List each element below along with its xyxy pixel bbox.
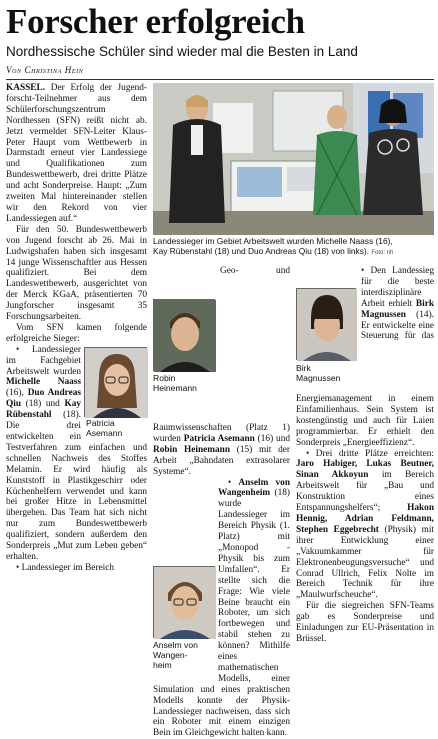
col1-p4-c: (18) und <box>21 399 65 410</box>
portrait-3-caption <box>153 640 215 671</box>
name-michelle: Michelle Naass <box>6 377 81 388</box>
portrait-4-caption-line2: Magnussen <box>296 373 341 384</box>
portrait-robin <box>153 299 215 371</box>
portrait-boy-glasses-icon <box>154 567 216 639</box>
name-duo: Duo Andreas Qiu <box>6 388 81 410</box>
name-patricia: Patricia Asemann <box>183 433 255 444</box>
article-subheadline: Nordhessische Schüler sind wieder mal die Besten in Land <box>6 44 358 59</box>
col3-paragraph-2 <box>296 449 434 602</box>
portrait-2-caption <box>153 373 217 394</box>
photo-credit: Foto: nh <box>371 250 394 256</box>
portrait-patricia <box>84 347 147 417</box>
col1-paragraph-3: Vom SFN kamen folgende erfolgreiche Sieger: <box>6 322 147 344</box>
col1-paragraph-5: • Landessieger im Bereich <box>16 562 114 573</box>
portrait-3-wrap <box>153 566 215 678</box>
portrait-boy-icon <box>154 300 216 372</box>
name-kay: Kay Rübenstahl <box>6 399 81 421</box>
col1-p4-d: (18). Die drei entwickelten ein Testverfahren zum einfachen und schnellen Nachweis des Stoffes Melamin. Er wird häufig als Kunststoff in Plastikgeschirr oder Küchenhelfern verwendet und kann bei großer Hitze in Lebensmittel übergehen. Das Team hat sich nicht nur zum Bundeswettbewerb qualifiziert, sondern außerdem den Sonderpreis „Mut zum Leben geben“ erhalten. <box>6 410 147 562</box>
portrait-3-caption-line3: heim <box>153 660 172 671</box>
col2-p2-b: (18) wurde Landessieger im Bereich Physik (1. Platz) mit „Monopod - Physik bis zum Umfallen“. Er stellte sich die Frage: Wie viele Beine braucht ein Roboter, um sich fortbewegen und stabil stehen zu können? Mithilfe eines mathematischen Modells, einer Simulation und eines praktischen Modells konnte der Physik-Landessieger nachweisen, dass sich ein Roboter mit einem einzigen Bein im Gleichgewicht halten kann. <box>153 488 290 739</box>
col1-p4-a: • Landessieger im Fachgebiet Arbeitswelt wurden <box>6 344 81 377</box>
header-rule <box>6 79 434 80</box>
article-byline: Von Christina Hein <box>6 65 84 75</box>
name-birk: Birk Magnussen <box>361 298 434 320</box>
portrait-3-caption-line1: Anselm von <box>153 639 198 650</box>
dateline: KASSEL. <box>6 83 46 93</box>
portrait-1-caption <box>86 418 147 439</box>
portrait-2-caption-line1: Robin <box>153 373 176 383</box>
portrait-1-caption-line2: Asemann <box>86 428 123 439</box>
col3-p2-a: • Drei dritte Plätze erreichten: <box>306 448 434 459</box>
photo-caption-line2 <box>153 246 434 258</box>
col3-paragraph-3: Für die siegreichen SFN-Teams gab es Sonderpreise und Einladungen zur EU-Präsentation in Brüssel. <box>296 601 434 644</box>
col3-p1-a: • Den Landessieg für die beste interdisziplinäre Arbeit erhielt <box>361 266 434 309</box>
article-column-1 <box>6 83 147 619</box>
col1-paragraph-2: Für den 50. Bundeswettbewerb von Jugend forscht ab 26. Mai in Ludwigshafen haben sich insgesamt 14 junge Wissenschaftler aus Hessen qualifiziert. Bei dem Landeswettbewerb, ausgerichtet von der Merck KGaA, präsentierten 70 Jungforscher insgesamt 35 Forschungsarbeiten. <box>6 224 147 323</box>
portrait-2-caption-line2: Heinemann <box>153 383 197 394</box>
portrait-4-wrap <box>296 288 358 392</box>
col2-p1-b: (16) und <box>254 433 290 444</box>
photo-caption-line2-text: Kay Rübenstahl (18) und Duo Andreas Qiu (18) von links). <box>153 246 370 256</box>
photo-caption-line1: Landessieger im Gebiet Arbeitswelt wurden Michelle Naass (16), <box>153 236 393 246</box>
names-team-arbeitswelt: Jaro Habiger, Lukas Beutner, Sinan Akkoyun <box>296 459 434 481</box>
col1-p4-b: (16), <box>6 388 28 399</box>
article-column-3 <box>296 266 434 644</box>
col3-p2-c: (Physik) mit ihrer Entwicklung einer „Vakuumkammer für Elektronenbeugungsversuche“ und Conrad Ullrich, Felix Nolte im Bereich Technik für ihre „Maulwurfscheuche“. <box>296 524 434 601</box>
col3-p2-b: im Bereich Arbeitswelt für „Bau und Konstruktion eines Entspannungshelfers“; <box>296 470 434 514</box>
names-team-physik: Hakon Hennig, Adrian Feldmann, Stephen Eggebrecht <box>296 503 434 535</box>
portrait-boy-dark-icon <box>297 289 357 361</box>
main-photo <box>153 83 434 235</box>
lab-scene-image <box>153 83 434 235</box>
name-anselm: Anselm von Wangenheim <box>218 477 290 499</box>
photo-caption <box>153 236 434 258</box>
portrait-4-caption <box>296 363 358 384</box>
portrait-2-wrap <box>153 299 217 421</box>
portrait-4-caption-line1: Birk <box>296 363 311 373</box>
col1-paragraph-1 <box>6 83 147 225</box>
portrait-anselm <box>153 566 215 638</box>
col2-p1-c: (15) mit der Arbeit „Bahndaten extrasolarer Systeme“. <box>153 444 290 477</box>
portrait-1-caption-line1: Patricia <box>86 417 115 428</box>
portrait-girl-icon <box>85 348 148 418</box>
portrait-birk <box>296 288 356 360</box>
col2-p1-a: Geo- und Raumwissenschaften (Platz 1) wurden <box>153 266 290 444</box>
article-column-2 <box>153 266 290 739</box>
article-headline: Forscher erfolgreich <box>6 2 305 41</box>
name-robin: Robin Heinemann <box>153 444 230 455</box>
col3-p1-b: (14). Er entwickelte eine Steuerung für das Energiemanagement in einem Einfamilienhaus. Sein System ist kostengünstig und auch für Laien programmierbar. Er erhielt den Sonderpreis „Energieeffizienz“. <box>296 309 434 448</box>
portrait-1-wrap <box>84 347 147 441</box>
col1-paragraph-1-text: Der Erfolg der Jugend-forscht-Teilnehmer aus dem Schülerforschungszentrum Nordhessen (SFN) reißt nicht ab. Jetzt vermeldet SFN-Leiter Klaus-Peter Haupt vom Wettbewerb in Darmstadt erneut vier Landessiege und Qualifikationen zum Bundeswettbewerb, drei dritte Plätze und acht Sonderpreise. Haupt: „Zum zweiten Mal hintereinander stellen wir den Rekord von vier Landessiegen auf.“ <box>6 83 147 224</box>
col2-p2-a: • <box>228 477 239 488</box>
portrait-3-caption-line2: Wangen- <box>153 649 188 660</box>
